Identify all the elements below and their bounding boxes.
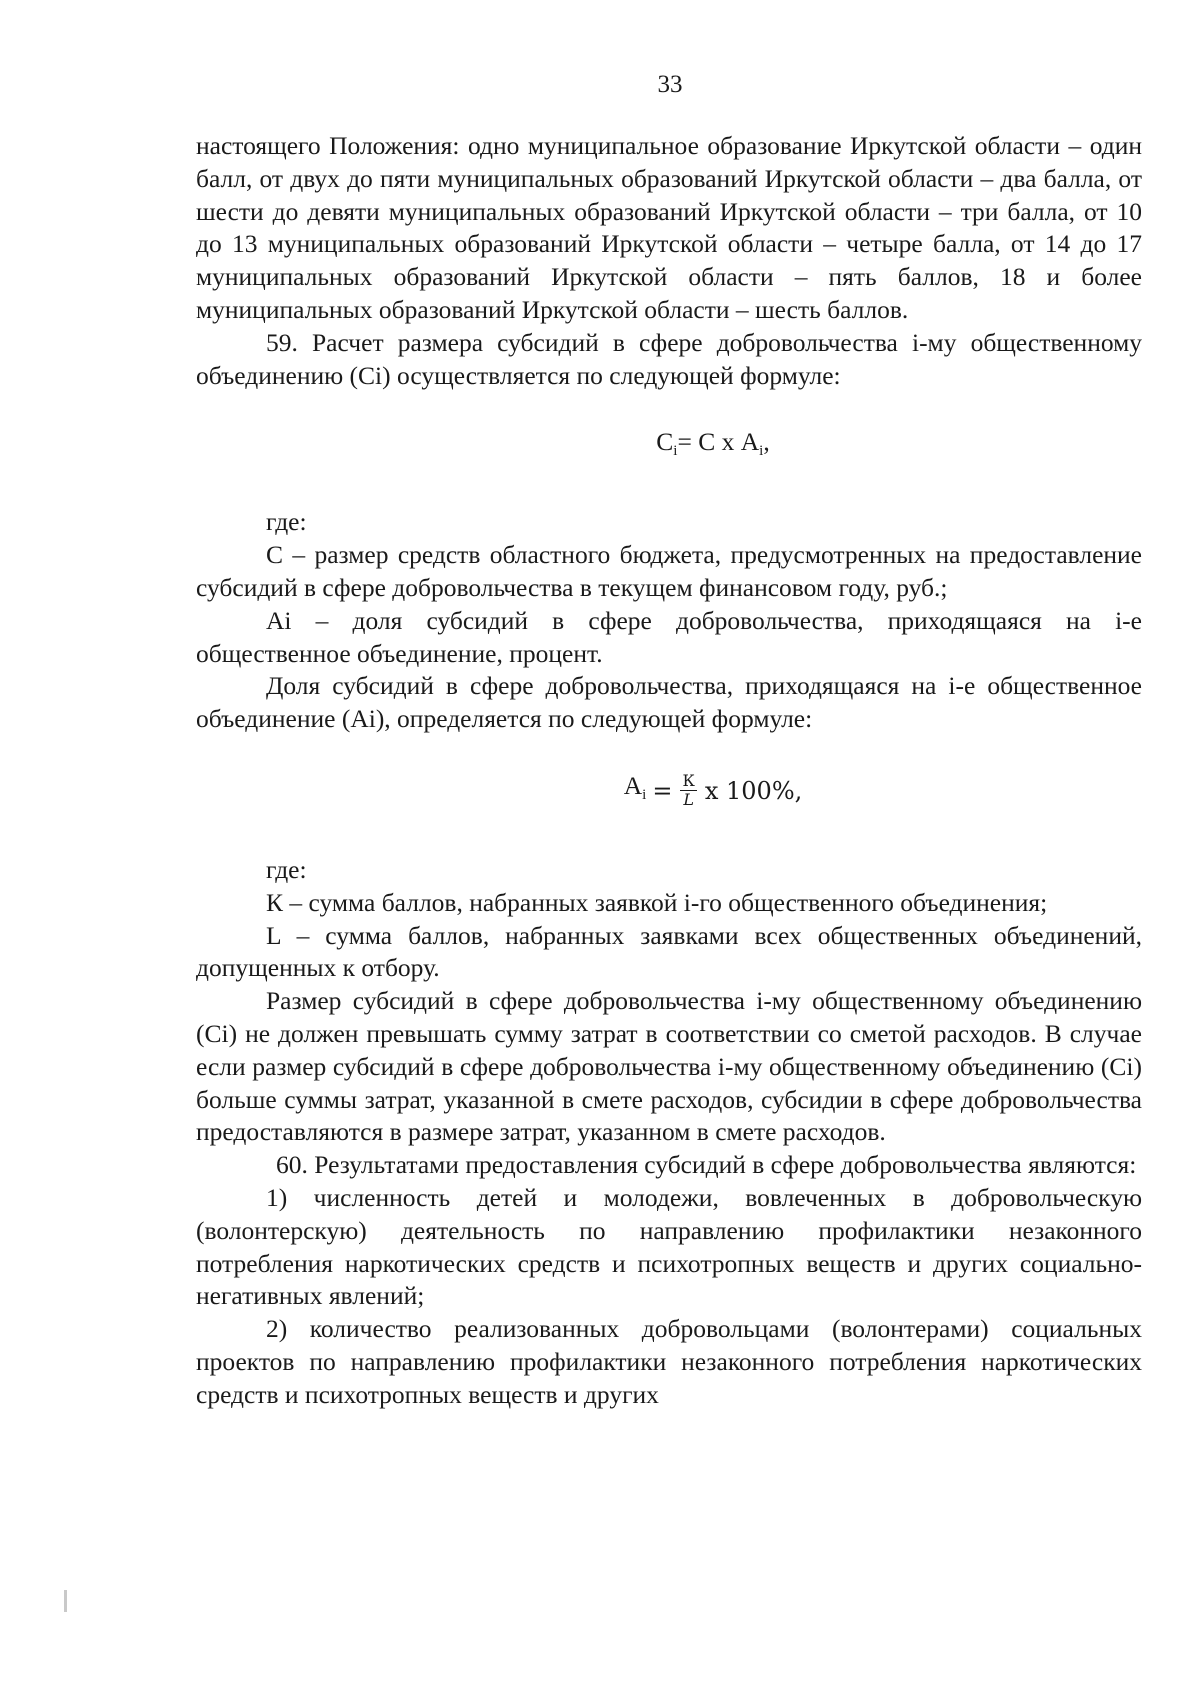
where-label-2: где: — [266, 854, 307, 884]
paragraph-59: 59. Расчет размера субсидий в сфере добровольчества i-му общественному объединению (Сi) осуществляется по следующей формуле: — [196, 327, 1142, 390]
list-item-1: 1) численность детей и молодежи, вовлеченных в добровольческую (волонтерскую) деятельность по направлению профилактики незаконного потребления наркотических средств и психотропных веществ и других социально-негативных явлений; — [196, 1182, 1142, 1311]
paragraph-60: 60. Результатами предоставления субсидий в сфере добровольчества являются: — [276, 1150, 1137, 1180]
paragraph-share: Доля субсидий в сфере добровольчества, приходящаяся на i-е общественное объединение (Аi), определяется по следующей формуле: — [196, 671, 1142, 734]
formula-ci — [240, 392, 1186, 506]
formula-ai-eq: = — [652, 776, 673, 805]
formula-ci-rhs-sub: i — [759, 443, 764, 460]
fraction-numerator: К — [682, 771, 695, 791]
document-body — [196, 130, 1142, 1412]
page-number: 33 — [657, 71, 683, 98]
definition-l: L – сумма баллов, набранных заявками всех общественных объединений, допущенных к отбору. — [196, 920, 1142, 983]
formula-ai-fraction — [680, 772, 696, 809]
formula-ai — [240, 736, 1186, 854]
definition-ai: Аi – доля субсидий в сфере добровольчества, приходящаяся на i-е общественное объединение, процент. — [196, 605, 1142, 668]
formula-ci-lhs: С — [656, 427, 674, 457]
definition-c: С – размер средств областного бюджета, предусмотренных на предоставление субсидий в сфере добровольчества в текущем финансовом году, руб.; — [196, 540, 1142, 602]
definition-k: К – сумма баллов, набранных заявкой i-го общественного объединения; — [266, 887, 1048, 917]
formula-ai-tail: x 100%, — [704, 776, 803, 805]
paragraph-size-limit: Размер субсидий в сфере добровольчества i-му общественному объединению (Сi) не должен превышать сумму затрат в соответствии со сметой расходов. В случае если размер субсидий в сфере добровольчества i-му общественному объединению (Сi) больше суммы затрат, указанной в смете расходов, субсидии в сфере добровольчества предоставляются в размере затрат, указанном в смете расходов. — [196, 986, 1142, 1147]
formula-ci-rhs: = С х А — [677, 427, 760, 457]
formula-ai-lhs-sub: i — [642, 787, 647, 804]
list-item-2: 2) количество реализованных добровольцами (волонтерами) социальных проектов по направлению профилактики незаконного потребления наркотических средств и психотропных веществ и других — [196, 1314, 1142, 1409]
fraction-denominator: L — [683, 790, 694, 810]
scan-mark — [64, 1590, 67, 1612]
where-label-1: где: — [266, 507, 307, 537]
formula-ci-tail: , — [763, 427, 770, 457]
paragraph-continuation: настоящего Положения: одно муниципальное образование Иркутской области – один балл, от двух до пяти муниципальных образований Иркутской области – два балла, от шести до девяти муниципальных образований Иркутской области – три балла, от 10 до 13 муниципальных образований Иркутской области – четыре балла, от 14 до 17 муниципальных образований Иркутской области – пять баллов, 18 и более муниципальных образований Иркутской области – шесть баллов. — [196, 131, 1142, 324]
formula-ai-lhs: А — [623, 771, 643, 801]
formula-ci-lhs-sub: i — [673, 443, 678, 460]
